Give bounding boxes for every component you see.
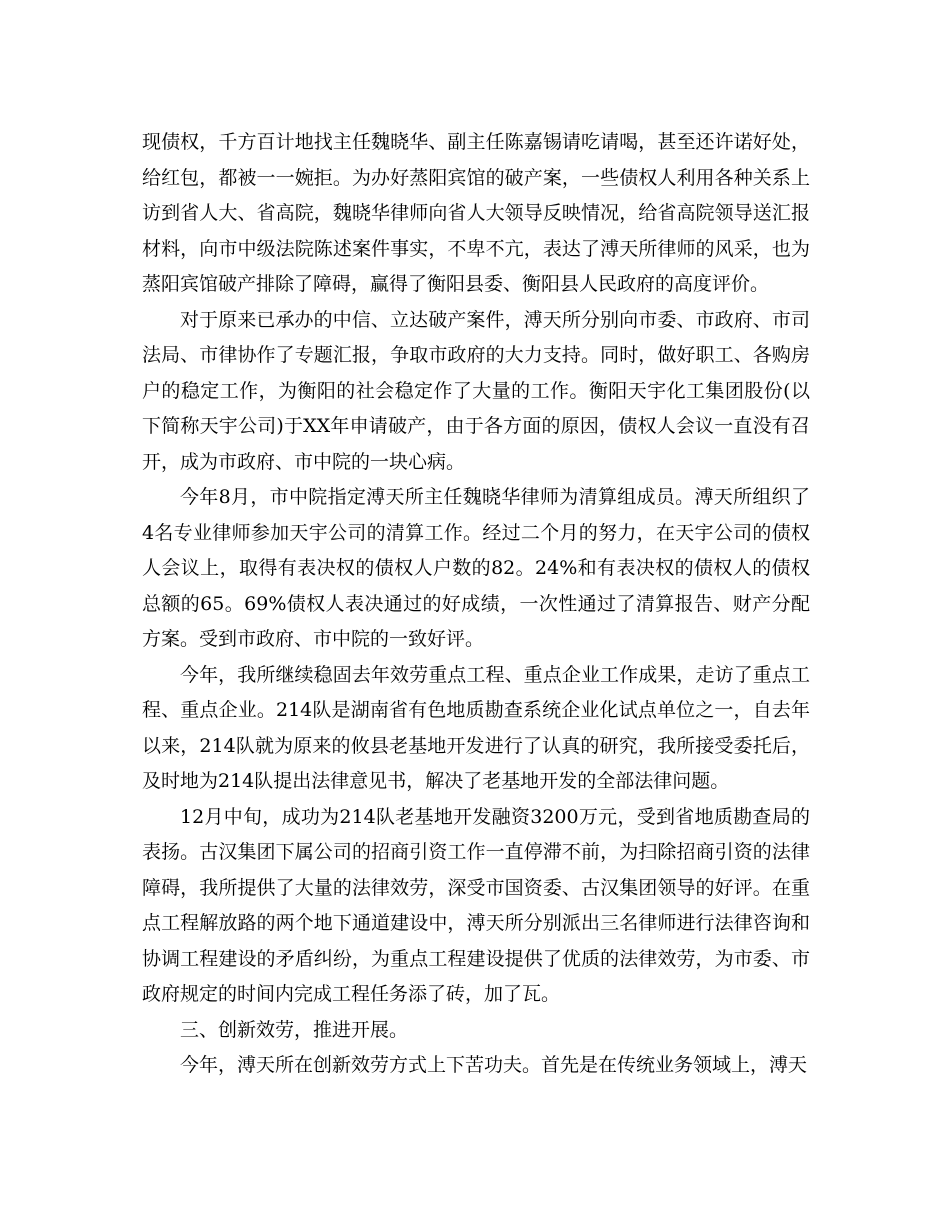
- section-heading: 三、创新效劳，推进开展。: [180, 1018, 409, 1041]
- paragraph-6: 今年，溥天所在创新效劳方式上下苦功夫。首先是在传统业务领域上，溥天: [180, 1054, 808, 1076]
- paragraph-4: 今年，我所继续稳固去年效劳重点工程、重点企业工作成果，走访了重点工程、重点企业。214队是湖南省有色地质勘查系统企业化试点单位之一，自去年以来，214队就为原来的攸县老基地开发进行了认真的研究，我所接受委托后，及时地为214队提出法律意见书，解决了老基地开发的全部法律问题。: [142, 663, 810, 792]
- paragraph-5: 12月中旬，成功为214队老基地开发融资3200万元，受到省地质勘查局的表扬。古汉集团下属公司的招商引资工作一直停滞不前，为扫除招商引资的法律障碍，我所提供了大量的法律效劳，深受市国资委、古汉集团领导的好评。在重点工程解放路的两个地下通道建设中，溥天所分别派出三名律师进行法律咨询和协调工程建设的矛盾纠纷，为重点工程建设提供了优质的法律效劳，为市委、市政府规定的时间内完成工程任务添了砖，加了瓦。: [142, 805, 810, 1005]
- paragraph-3: 今年8月，市中院指定溥天所主任魏晓华律师为清算组成员。溥天所组织了4名专业律师参加天宇公司的清算工作。经过二个月的努力，在天宇公司的债权人会议上，取得有表决权的债权人户数的82。24%和有表决权的债权人的债权总额的65。69%债权人表决通过的好成绩，一次性通过了清算报告、财产分配方案。受到市政府、市中院的一致好评。: [142, 486, 810, 650]
- paragraph-1: 现债权，千方百计地找主任魏晓华、副主任陈嘉锡请吃请喝，甚至还许诺好处，给红包，都被一一婉拒。为办好蒸阳宾馆的破产案，一些债权人利用各种关系上访到省人大、省高院，魏晓华律师向省人大领导反映情况，给省高院领导送汇报材料，向市中级法院陈述案件事实，不卑不亢，表达了溥天所律师的风采，也为蒸阳宾馆破产排除了障碍，赢得了衡阳县委、衡阳县人民政府的高度评价。: [142, 131, 810, 295]
- paragraph-2: 对于原来已承办的中信、立达破产案件，溥天所分别向市委、市政府、市司法局、市律协作了专题汇报，争取市政府的大力支持。同时，做好职工、各购房户的稳定工作，为衡阳的社会稳定作了大量的工作。衡阳天宇化工集团股份(以下简称天宇公司)于XX年申请破产，由于各方面的原因，债权人会议一直没有召开，成为市政府、市中院的一块心病。: [142, 308, 810, 473]
- document-body: [142, 125, 810, 1084]
